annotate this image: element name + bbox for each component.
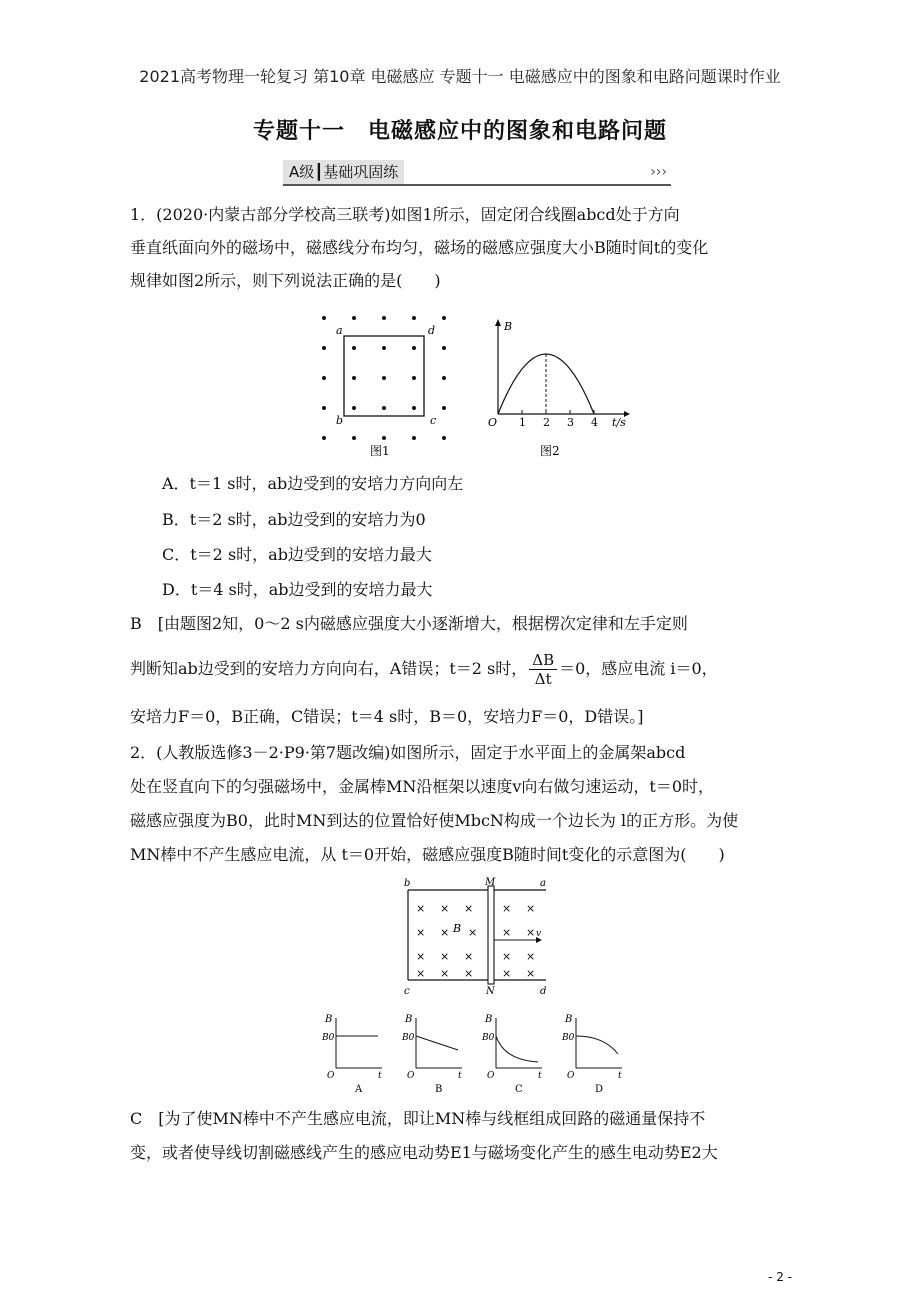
page-number: - 2 - — [768, 1270, 792, 1284]
y-axis-arrow-icon — [495, 319, 501, 326]
field-dot — [412, 436, 416, 440]
label-c: c — [430, 414, 437, 427]
field-cross: × — [464, 967, 474, 980]
choice-label: B — [435, 1084, 443, 1095]
label-d: d — [428, 324, 436, 337]
choice-graph-c — [481, 1014, 542, 1095]
x-axis-label: t/s — [612, 416, 626, 429]
field-cross: × — [502, 967, 512, 980]
q1-line-2: 垂直纸面向外的磁场中，磁感线分布均匀，磁场的磁感应强度大小B随时间t的变化 — [130, 238, 709, 257]
field-dot — [382, 316, 386, 320]
page-header: 2021高考物理一轮复习 第10章 电磁感应 专题十一 电磁感应中的图象和电路问题课时作业 — [139, 67, 781, 86]
field-dot — [382, 346, 386, 350]
field-cross: × — [416, 967, 426, 980]
field-dot — [442, 406, 446, 410]
field-cross: × — [440, 902, 450, 915]
origin-label: O — [327, 1071, 335, 1081]
frac-denominator: Δt — [534, 670, 552, 688]
field-cross: × — [440, 967, 450, 980]
field-cross: × — [526, 950, 536, 963]
field-dot — [442, 436, 446, 440]
label-v: v — [536, 929, 542, 939]
q1-answer-line-2-text-a: 判断知ab边受到的安培力方向向右，A错误；t＝2 s时， — [130, 659, 528, 678]
label-m: M — [485, 877, 496, 888]
origin-label: O — [407, 1071, 415, 1081]
rod-mn — [488, 886, 494, 984]
field-dot — [412, 376, 416, 380]
level-arrow-icon: ››› — [650, 164, 667, 180]
choice-graph-d — [561, 1014, 622, 1095]
tick-label-4: 4 — [591, 416, 598, 429]
label-c: c — [404, 986, 410, 997]
origin-label: O — [488, 416, 498, 429]
t-label: t — [458, 1071, 462, 1081]
label-n: N — [486, 986, 495, 997]
tick-label-1: 1 — [519, 416, 526, 429]
b-curve — [496, 1036, 538, 1062]
field-dot — [382, 376, 386, 380]
q2-line-3: 磁感应强度为B0，此时MN到达的位置恰好使MbcN构成一个边长为 l的正方形。为使 — [130, 811, 739, 830]
figure-2-caption: 图2 — [540, 444, 560, 458]
field-cross: × — [502, 902, 512, 915]
choice-graph-a — [322, 1014, 382, 1095]
field-dot — [322, 316, 326, 320]
field-cross: × — [502, 950, 512, 963]
level-banner — [283, 160, 671, 186]
page-title: 专题十一 电磁感应中的图象和电路问题 — [252, 118, 667, 144]
field-dot — [352, 346, 356, 350]
field-dot — [352, 406, 356, 410]
field-dot — [412, 316, 416, 320]
q1-option-b: B．t＝2 s时，ab边受到的安培力为0 — [162, 510, 426, 529]
label-a: a — [336, 324, 343, 337]
label-d: d — [540, 986, 547, 997]
field-dot — [352, 316, 356, 320]
field-cross: × — [440, 950, 450, 963]
choice-label: C — [515, 1084, 523, 1095]
q1-option-c: C．t＝2 s时，ab边受到的安培力最大 — [162, 545, 432, 564]
field-dot — [442, 316, 446, 320]
field-cross: × — [416, 902, 426, 915]
q1-option-a: A．t＝1 s时，ab边受到的安培力方向向左 — [162, 474, 464, 493]
field-dot — [382, 436, 386, 440]
q2-line-1: 2．(人教版选修3－2·P9·第7题改编)如图所示，固定于水平面上的金属架abcd — [130, 743, 686, 762]
label-field-b: B — [453, 922, 462, 935]
choice-graph-b — [401, 1014, 462, 1095]
label-b: b — [404, 878, 411, 889]
choice-label: A — [355, 1084, 363, 1095]
b0-label: B0 — [482, 1033, 495, 1043]
q2-frame-figure — [396, 876, 560, 1002]
b0-label: B0 — [322, 1033, 335, 1043]
field-dot — [412, 346, 416, 350]
delta-b-over-delta-t — [529, 651, 557, 688]
field-dot — [442, 346, 446, 350]
field-cross: × — [440, 926, 450, 939]
tick-label-2: 2 — [543, 416, 550, 429]
q1-option-d: D．t＝4 s时，ab边受到的安培力最大 — [162, 580, 433, 599]
field-dot — [322, 406, 326, 410]
b-curve — [576, 1036, 618, 1054]
field-cross: × — [416, 926, 426, 939]
t-label: t — [538, 1071, 542, 1081]
field-dot — [322, 376, 326, 380]
field-cross: × — [526, 967, 536, 980]
label-a: a — [540, 878, 546, 889]
q1-line-1: 1．(2020·内蒙古部分学校高三联考)如图1所示，固定闭合线圈abcd处于方向 — [130, 205, 680, 224]
b0-label: B0 — [402, 1033, 415, 1043]
field-dot — [352, 436, 356, 440]
q2-answer-line-2: 变，或者使导线切割磁感线产生的感应电动势E1与磁场变化产生的感生电动势E2大 — [130, 1143, 718, 1162]
q1-answer-line-2 — [130, 648, 795, 690]
field-cross: × — [526, 902, 536, 915]
field-dot — [442, 376, 446, 380]
figure-2-graph — [484, 316, 634, 462]
figure-1-coil — [310, 310, 450, 462]
q1-answer-line-2-text-b: ＝0，感应电流 i＝0， — [559, 659, 718, 678]
field-cross: × — [468, 926, 478, 939]
q1-answer-line-1: B [由题图2知，0～2 s内磁感应强度大小逐渐增大，根据楞次定律和左手定则 — [130, 614, 688, 633]
field-cross: × — [464, 950, 474, 963]
field-cross: × — [416, 950, 426, 963]
q2-choice-graphs — [322, 1010, 632, 1096]
b-line — [416, 1036, 458, 1050]
q2-line-2: 处在竖直向下的匀强磁场中，金属棒MN沿框架以速度v向右做匀速运动，t＝0时， — [130, 777, 715, 796]
b0-label: B0 — [562, 1033, 575, 1043]
q2-answer-line-1: C [为了使MN棒中不产生感应电流，即让MN棒与线框组成回路的磁通量保持不 — [130, 1109, 706, 1128]
field-dot — [322, 436, 326, 440]
field-dot — [412, 406, 416, 410]
y-label: B — [565, 1014, 573, 1025]
field-cross: × — [502, 926, 512, 939]
figure-1-caption: 图1 — [370, 444, 390, 458]
field-cross: × — [464, 902, 474, 915]
field-cross: × — [526, 926, 536, 939]
q1-line-3: 规律如图2所示，则下列说法正确的是( ) — [130, 271, 441, 290]
field-dot — [322, 346, 326, 350]
y-label: B — [485, 1014, 493, 1025]
level-label: A级┃基础巩固练 — [283, 160, 404, 184]
t-label: t — [618, 1071, 622, 1081]
q2-line-4: MN棒中不产生感应电流，从 t＝0开始，磁感应强度B随时间t变化的示意图为( ) — [130, 845, 725, 864]
y-label: B — [325, 1014, 333, 1025]
frac-numerator: ΔB — [529, 651, 557, 670]
tick-label-3: 3 — [567, 416, 574, 429]
label-b: b — [336, 414, 344, 427]
magnetic-field-crosses — [416, 902, 535, 980]
y-label: B — [405, 1014, 413, 1025]
t-label: t — [378, 1071, 382, 1081]
origin-label: O — [487, 1071, 495, 1081]
origin-label: O — [567, 1071, 575, 1081]
field-dot — [382, 406, 386, 410]
choice-label: D — [595, 1084, 604, 1095]
y-axis-label: B — [504, 320, 513, 333]
q1-answer-line-3: 安培力F＝0，B正确，C错误；t＝4 s时，B＝0，安培力F＝0，D错误。] — [130, 707, 644, 726]
field-dot — [352, 376, 356, 380]
